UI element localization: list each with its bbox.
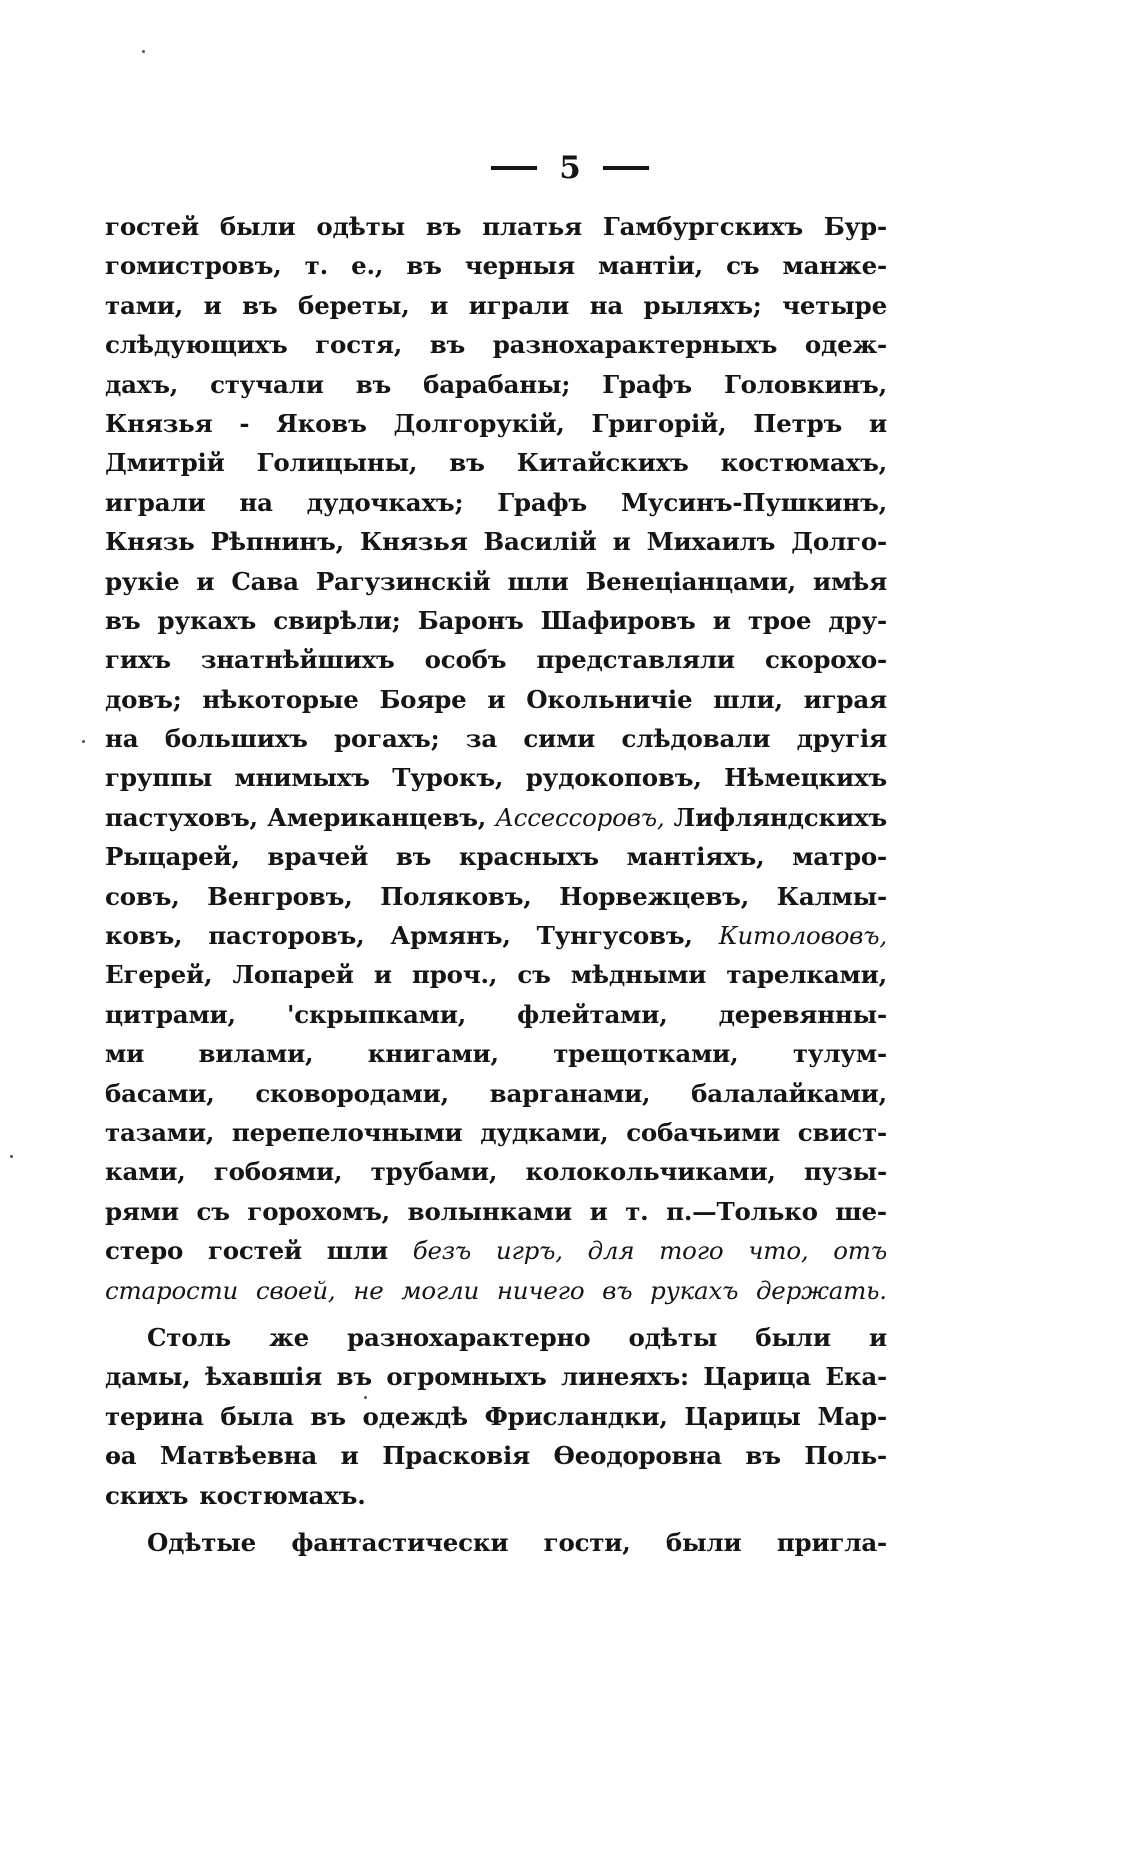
word: одеж- (804, 330, 887, 360)
word: линеяхъ: (560, 1362, 689, 1392)
text-line (105, 960, 887, 999)
word: Китолововъ, (718, 921, 887, 951)
word: дудками, (480, 1117, 609, 1147)
word: въ (310, 1401, 346, 1431)
word: книгами, (367, 1039, 499, 1069)
word: цитрами, (105, 999, 236, 1029)
word: Голицыны, (256, 448, 418, 478)
word: Ѳеодоровна (553, 1441, 722, 1471)
text-line (105, 1362, 887, 1401)
word: огромныхъ (386, 1362, 547, 1392)
word: колокольчиками, (525, 1157, 776, 1187)
word: волынками (407, 1196, 572, 1226)
body-text (105, 212, 887, 1567)
text-line (105, 212, 887, 251)
word: въ (395, 842, 432, 872)
word: играли (468, 290, 570, 320)
word: гомистровъ, (105, 251, 282, 281)
word: рыляхъ; (643, 290, 762, 320)
word: Лифляндскихъ (673, 802, 887, 832)
word: Нѣмецкихъ (724, 763, 887, 793)
word: шли (507, 566, 569, 596)
word: въ (425, 212, 462, 241)
page-number-left-dash (491, 166, 537, 170)
word: дамы, (105, 1362, 191, 1392)
word: одеждѣ (362, 1401, 468, 1431)
word: и (612, 527, 631, 557)
text-line (105, 921, 887, 960)
word: Фрисландки, (484, 1401, 668, 1431)
word: Поль- (804, 1441, 887, 1471)
word: съ (726, 251, 760, 281)
word: ми (105, 1039, 145, 1069)
word: Царица (703, 1362, 811, 1392)
word: Бур- (823, 212, 887, 241)
word: гостей (207, 1236, 302, 1266)
word: Окольничіе (526, 684, 693, 714)
word: Графъ (602, 369, 693, 399)
word: въ (336, 1362, 372, 1392)
word: мнимыхъ (234, 763, 370, 793)
word: тазами, (105, 1117, 215, 1147)
word: Головкинъ, (723, 369, 887, 399)
word: на (105, 724, 139, 754)
text-line (105, 1079, 887, 1118)
word: скорохо- (765, 645, 887, 675)
word: Рагузинскій (315, 566, 491, 596)
word: пастуховъ, (105, 802, 258, 832)
word: Графъ (497, 487, 588, 517)
word: шли (326, 1236, 388, 1266)
word: терина (105, 1401, 204, 1431)
word: въ (429, 330, 466, 360)
word: черныя (464, 251, 575, 281)
word: Князь (105, 527, 195, 557)
text-line (105, 1157, 887, 1196)
text-line (105, 1118, 887, 1157)
word: Прасковія (382, 1441, 530, 1471)
word: играя (803, 684, 887, 714)
word: Долго- (791, 527, 887, 557)
text-line (105, 803, 887, 842)
text-line (105, 370, 887, 409)
word: одѣты (316, 212, 405, 241)
word: пузы- (804, 1157, 887, 1187)
word: гобоями, (213, 1157, 343, 1187)
word: за (465, 724, 498, 754)
word: не (353, 1275, 384, 1305)
word: и (487, 684, 506, 714)
word: стеро (105, 1236, 184, 1266)
word: гостя, (315, 330, 403, 360)
word: въ (242, 290, 278, 320)
word: въ (355, 369, 392, 399)
word: береты, (298, 290, 410, 320)
text-line (105, 251, 887, 290)
word: Лопарей (232, 960, 354, 990)
word: вилами, (198, 1039, 314, 1069)
word: пригла- (776, 1527, 887, 1557)
word: стучали (210, 369, 324, 399)
word: того (659, 1236, 724, 1266)
word: Армянъ, (390, 921, 511, 951)
word: красныхъ (458, 842, 599, 872)
text-line (105, 724, 887, 763)
word: и (589, 1196, 608, 1226)
word: Долгорукій, (393, 408, 565, 438)
word: отъ (833, 1236, 887, 1266)
word: Рыцарей, (105, 842, 240, 872)
word: сими (523, 724, 596, 754)
word: деревянны- (718, 999, 887, 1029)
text-line (105, 1441, 887, 1480)
word: Князья (360, 527, 468, 557)
word: т. (625, 1196, 649, 1226)
text-line (105, 488, 887, 527)
word: мантіи, (598, 251, 703, 281)
word: Венгровъ, (207, 881, 353, 911)
text-line (105, 567, 887, 606)
word: довъ; (105, 684, 182, 714)
word: басами, (105, 1078, 215, 1108)
word: разнохарактерныхъ (492, 330, 778, 360)
word: Поляковъ, (380, 881, 532, 911)
word: съ (196, 1196, 230, 1226)
word: на (239, 487, 273, 517)
word: балалайками, (691, 1078, 887, 1108)
word: матро- (792, 842, 887, 872)
text-line (105, 1276, 887, 1315)
print-speck (142, 50, 145, 53)
word: костюмахъ. (199, 1480, 366, 1510)
word: въ (602, 1275, 633, 1305)
word: тами, (105, 290, 184, 320)
word: манже- (782, 251, 887, 281)
word: съ (517, 960, 551, 990)
word: Американцевъ, (267, 802, 487, 832)
word: дру- (828, 605, 887, 635)
print-speck (364, 1396, 367, 1399)
word: мантіяхъ, (626, 842, 765, 872)
word: - (239, 408, 250, 438)
word: ничего (496, 1275, 585, 1305)
word: и (712, 605, 731, 635)
word: рукахъ (650, 1275, 739, 1305)
text-line (105, 842, 887, 881)
word: были (665, 1527, 742, 1557)
word: были (219, 212, 296, 241)
text-line (105, 1402, 887, 1441)
word: врачей (267, 842, 369, 872)
text-line (105, 606, 887, 645)
word: Егерей, (105, 960, 213, 990)
word: въ (449, 448, 485, 478)
word: горохомъ, (247, 1196, 391, 1226)
word: рукіе (105, 566, 180, 596)
text-line (105, 527, 887, 566)
word: группы (105, 763, 213, 793)
word: ше- (835, 1196, 887, 1226)
word: Одѣтые (147, 1527, 257, 1557)
word: слѣдующихъ (105, 330, 288, 360)
print-speck (10, 1155, 13, 1158)
word: Василій (483, 527, 597, 557)
word: Яковъ (276, 408, 367, 438)
word: четыре (782, 290, 887, 320)
word: барабаны; (423, 369, 571, 399)
word: Петръ (753, 408, 843, 438)
word: представляли (536, 645, 735, 675)
word: свирѣли; (273, 605, 401, 635)
word: ѳа (105, 1441, 137, 1471)
text-line (105, 330, 887, 369)
word: гихъ (105, 645, 171, 675)
text-line (105, 1323, 887, 1362)
word: Ассессоровъ, (495, 802, 665, 832)
word: ковъ, (105, 921, 183, 951)
word: Китайскихъ (516, 448, 689, 478)
word: для (587, 1236, 635, 1266)
page-number-value: 5 (559, 150, 581, 186)
word: были (755, 1322, 831, 1352)
word: собачьими (626, 1117, 781, 1147)
word: мѣдными (570, 960, 707, 990)
word: Столь (147, 1322, 231, 1352)
word: Баронъ (417, 605, 524, 635)
word: гостей (105, 212, 200, 241)
word: Тунгусовъ, (536, 921, 693, 951)
paragraph-gap (105, 1520, 887, 1528)
word: проч., (412, 960, 498, 990)
text-line (105, 1528, 887, 1567)
word: шли, (713, 684, 783, 714)
word: игръ, (495, 1236, 563, 1266)
word: въ (105, 605, 141, 635)
word: дахъ, (105, 369, 179, 399)
word: 'скрыпками, (286, 999, 467, 1029)
word: ѣхавшія (205, 1362, 323, 1392)
word: рями (105, 1196, 179, 1226)
word: скихъ (105, 1480, 189, 1510)
word: другія (796, 724, 887, 754)
word: Мусинъ-Пушкинъ, (620, 487, 887, 517)
word: трубами, (370, 1157, 498, 1187)
word: нѣкоторые (202, 684, 359, 714)
word: Матвѣевна (160, 1441, 318, 1471)
word: сковородами, (255, 1078, 449, 1108)
word: Турокъ, (392, 763, 504, 793)
print-speck (82, 740, 85, 743)
word: Григорій, (591, 408, 727, 438)
text-line (105, 1197, 887, 1236)
word: Шафировъ (540, 605, 696, 635)
word: особъ (424, 645, 507, 675)
text-line (105, 1236, 887, 1275)
word: платья (482, 212, 582, 241)
word: безъ (412, 1236, 472, 1266)
word: держать. (755, 1275, 887, 1305)
word: Ека- (825, 1362, 887, 1392)
text-line (105, 645, 887, 684)
word: Дмитрій (105, 448, 225, 478)
word: Венеціанцами, (585, 566, 796, 596)
word: слѣдовали (621, 724, 771, 754)
word: тарелками, (726, 960, 887, 990)
word: же (269, 1322, 309, 1352)
word: своей, (255, 1275, 336, 1305)
text-line (105, 409, 887, 448)
word: тулум- (792, 1039, 887, 1069)
word: костюмахъ, (720, 448, 887, 478)
word: Рѣпнинъ, (210, 527, 344, 557)
word: была (220, 1401, 294, 1431)
paragraph-gap (105, 1315, 887, 1323)
word: Князья (105, 408, 213, 438)
word: и (430, 290, 449, 320)
word: перепелочными (231, 1117, 463, 1147)
text-line (105, 1039, 887, 1078)
word: въ (406, 251, 442, 281)
word: рудокоповъ, (525, 763, 702, 793)
word: и (373, 960, 392, 990)
word: пасторовъ, (208, 921, 365, 951)
word: совъ, (105, 881, 180, 911)
word: и (869, 408, 887, 438)
word: имѣя (812, 566, 887, 596)
word: трое (747, 605, 812, 635)
word: Калмы- (776, 881, 887, 911)
word: разнохарактерно (347, 1322, 591, 1352)
word: варганами, (489, 1078, 651, 1108)
word: Сава (231, 566, 299, 596)
word: дудочкахъ; (306, 487, 464, 517)
word: въ (745, 1441, 781, 1471)
word: флейтами, (517, 999, 668, 1029)
word: т. (304, 251, 328, 281)
word: фантастически (291, 1527, 509, 1557)
word: на (589, 290, 624, 320)
word: ками, (105, 1157, 186, 1187)
page-number (0, 143, 1140, 193)
text-line (105, 1481, 887, 1520)
page-number-right-dash (603, 166, 649, 170)
word: трещотками, (553, 1039, 739, 1069)
word: Мар- (817, 1401, 887, 1431)
word: играли (105, 487, 206, 517)
word: Гамбургскихъ (602, 212, 803, 241)
word: Бояре (379, 684, 467, 714)
text-line (105, 685, 887, 724)
text-line (105, 763, 887, 802)
text-line (105, 448, 887, 487)
word: п.—Только (666, 1196, 818, 1226)
word: рукахъ (157, 605, 257, 635)
text-line (105, 882, 887, 921)
word: Норвежцевъ, (559, 881, 750, 911)
word: свист- (797, 1117, 887, 1147)
word: и (868, 1322, 887, 1352)
word: старости (105, 1275, 239, 1305)
word: одѣты (628, 1322, 718, 1352)
word: могли (401, 1275, 480, 1305)
word: и (203, 290, 222, 320)
word: гости, (543, 1527, 631, 1557)
word: и (340, 1441, 359, 1471)
word: что, (748, 1236, 809, 1266)
text-line (105, 1000, 887, 1039)
word: Михаилъ (646, 527, 776, 557)
word: и (196, 566, 215, 596)
word: рогахъ; (334, 724, 440, 754)
word: большихъ (164, 724, 308, 754)
word: е., (351, 251, 384, 281)
word: Царицы (684, 1401, 801, 1431)
text-line (105, 291, 887, 330)
word: знатнѣйшихъ (200, 645, 395, 675)
